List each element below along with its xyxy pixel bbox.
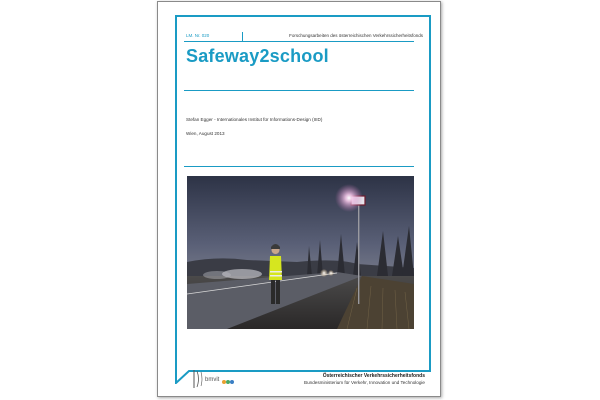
info-rule bbox=[184, 166, 414, 167]
header-rule bbox=[184, 41, 414, 42]
ministry-name: Bundesministerium für Verkehr, Innovation und Technologie bbox=[304, 380, 425, 385]
publisher-name: Österreichischer Verkehrssicherheitsfonds bbox=[322, 373, 425, 379]
cover-frame-bottom bbox=[202, 370, 431, 372]
report-number: LM. Nr. 020 bbox=[186, 33, 210, 38]
author-line: Stefan Egger - Internationales Institut für Informations-Design (IIID) bbox=[186, 117, 323, 122]
report-title: Safeway2school bbox=[186, 46, 329, 66]
cover-photo bbox=[187, 176, 414, 329]
bmvit-logo-text: bmvit bbox=[205, 377, 220, 383]
series-title: Forschungsarbeiten des österreichischen Verkehrssicherheitsfonds bbox=[289, 33, 423, 38]
title-rule bbox=[184, 90, 414, 91]
report-cover bbox=[157, 1, 441, 397]
place-date: Wien, August 2013 bbox=[186, 131, 225, 136]
header-divider bbox=[242, 32, 243, 41]
